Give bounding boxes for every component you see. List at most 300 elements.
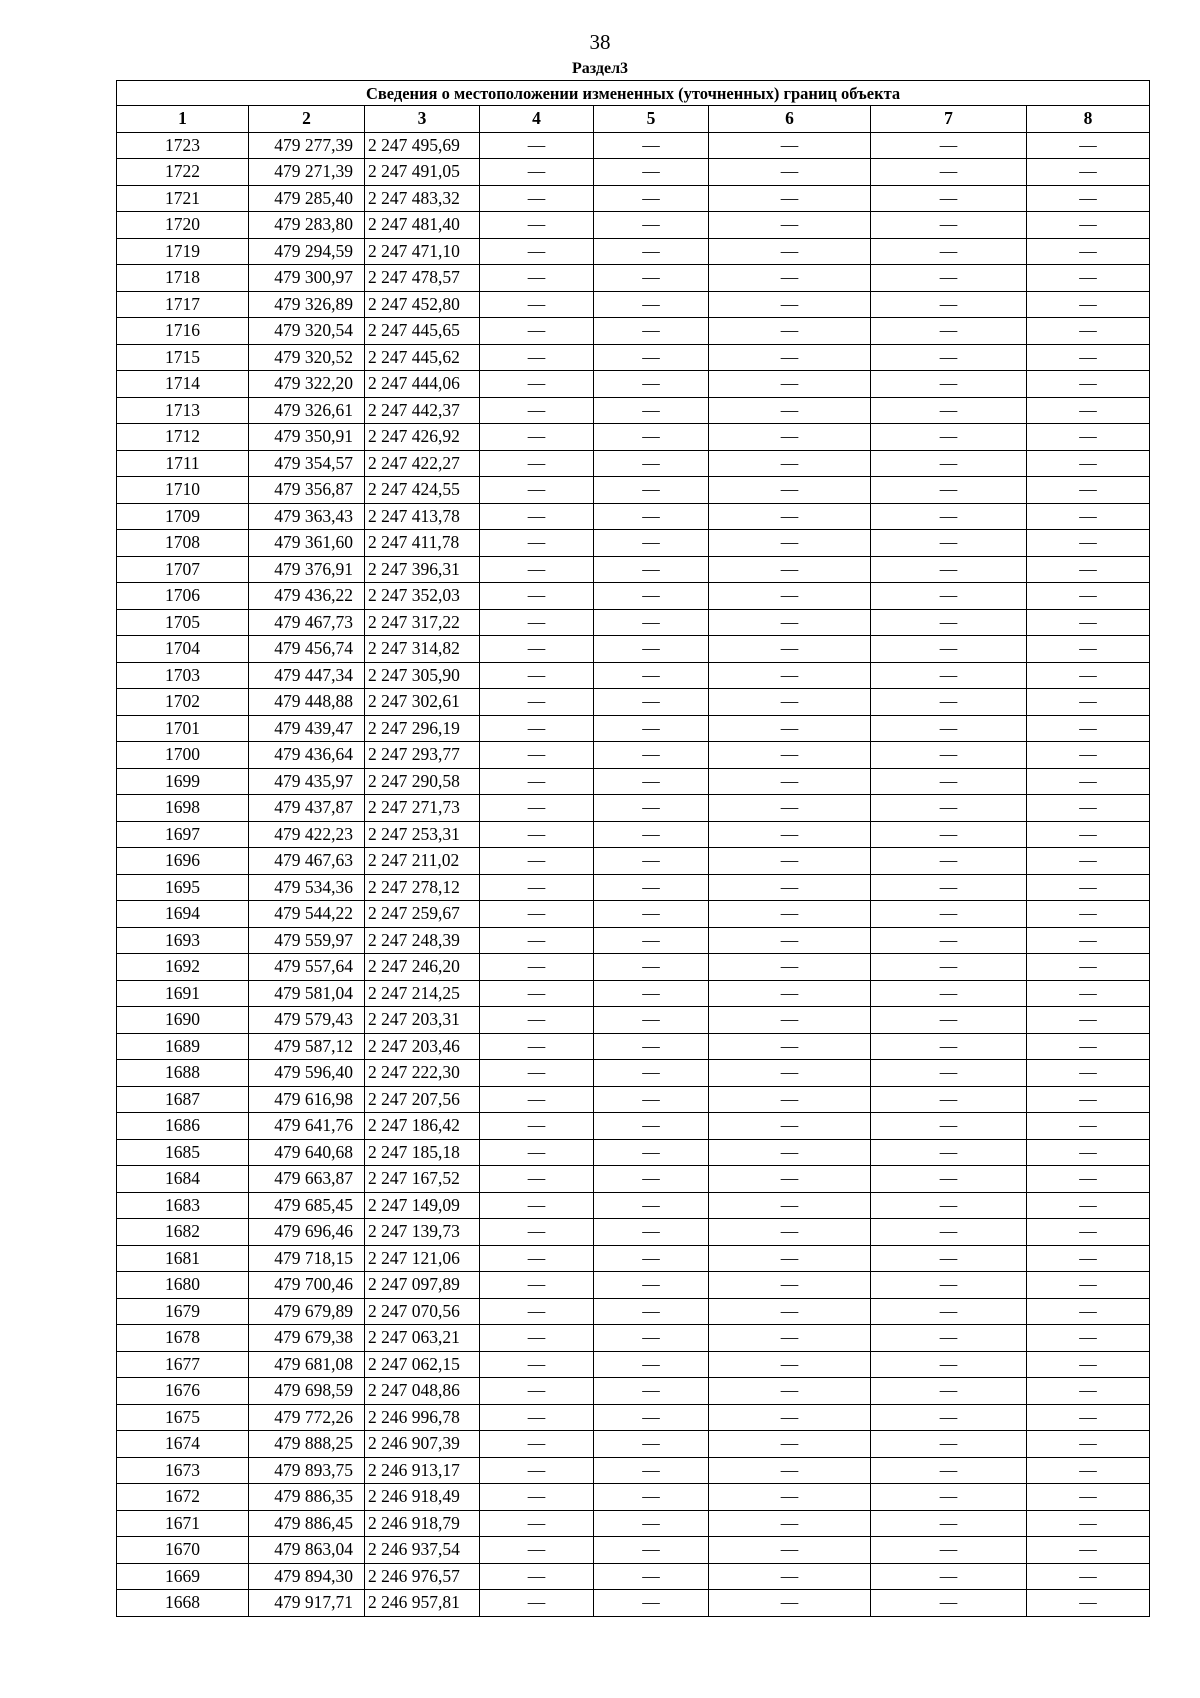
column-header-6: 6 — [709, 106, 871, 133]
y-coordinate-cell: 2 246 976,57 — [365, 1563, 480, 1590]
table-row — [117, 450, 1150, 477]
column-header-5: 5 — [594, 106, 709, 133]
x-coordinate-cell: 479 587,12 — [249, 1033, 365, 1060]
empty-mark-cell: — — [1027, 1351, 1150, 1378]
empty-mark-cell: — — [480, 1139, 594, 1166]
empty-mark-cell: — — [709, 238, 871, 265]
empty-mark-cell: — — [1027, 1113, 1150, 1140]
empty-mark-cell: — — [709, 1404, 871, 1431]
point-number-cell: 1711 — [117, 450, 249, 477]
x-coordinate-cell: 479 700,46 — [249, 1272, 365, 1299]
empty-mark-cell: — — [871, 1192, 1027, 1219]
empty-mark-cell: — — [871, 1166, 1027, 1193]
y-coordinate-cell: 2 247 185,18 — [365, 1139, 480, 1166]
empty-mark-cell: — — [871, 185, 1027, 212]
empty-mark-cell: — — [1027, 159, 1150, 186]
point-number-cell: 1715 — [117, 344, 249, 371]
empty-mark-cell: — — [871, 768, 1027, 795]
empty-mark-cell: — — [1027, 1086, 1150, 1113]
x-coordinate-cell: 479 283,80 — [249, 212, 365, 239]
table-row — [117, 291, 1150, 318]
empty-mark-cell: — — [480, 1166, 594, 1193]
y-coordinate-cell: 2 247 495,69 — [365, 132, 480, 159]
empty-mark-cell: — — [594, 1166, 709, 1193]
empty-mark-cell: — — [594, 662, 709, 689]
x-coordinate-cell: 479 557,64 — [249, 954, 365, 981]
table-row — [117, 159, 1150, 186]
y-coordinate-cell: 2 247 278,12 — [365, 874, 480, 901]
x-coordinate-cell: 479 350,91 — [249, 424, 365, 451]
empty-mark-cell: — — [709, 450, 871, 477]
table-row — [117, 556, 1150, 583]
table-row — [117, 1086, 1150, 1113]
x-coordinate-cell: 479 559,97 — [249, 927, 365, 954]
empty-mark-cell: — — [480, 318, 594, 345]
empty-mark-cell: — — [594, 1219, 709, 1246]
empty-mark-cell: — — [709, 1219, 871, 1246]
empty-mark-cell: — — [480, 795, 594, 822]
empty-mark-cell: — — [594, 1272, 709, 1299]
empty-mark-cell: — — [594, 265, 709, 292]
empty-mark-cell: — — [709, 874, 871, 901]
empty-mark-cell: — — [871, 1510, 1027, 1537]
table-row — [117, 238, 1150, 265]
empty-mark-cell: — — [709, 1563, 871, 1590]
empty-mark-cell: — — [709, 424, 871, 451]
empty-mark-cell: — — [1027, 1404, 1150, 1431]
point-number-cell: 1717 — [117, 291, 249, 318]
empty-mark-cell: — — [1027, 927, 1150, 954]
y-coordinate-cell: 2 247 481,40 — [365, 212, 480, 239]
table-row — [117, 1563, 1150, 1590]
empty-mark-cell: — — [480, 689, 594, 716]
x-coordinate-cell: 479 467,73 — [249, 609, 365, 636]
empty-mark-cell: — — [871, 1404, 1027, 1431]
empty-mark-cell: — — [871, 742, 1027, 769]
empty-mark-cell: — — [594, 874, 709, 901]
empty-mark-cell: — — [871, 1351, 1027, 1378]
empty-mark-cell: — — [871, 954, 1027, 981]
empty-mark-cell: — — [1027, 371, 1150, 398]
empty-mark-cell: — — [594, 1590, 709, 1617]
x-coordinate-cell: 479 422,23 — [249, 821, 365, 848]
point-number-cell: 1690 — [117, 1007, 249, 1034]
empty-mark-cell: — — [871, 1219, 1027, 1246]
empty-mark-cell: — — [594, 371, 709, 398]
empty-mark-cell: — — [594, 1537, 709, 1564]
empty-mark-cell: — — [594, 238, 709, 265]
empty-mark-cell: — — [871, 1537, 1027, 1564]
empty-mark-cell: — — [480, 159, 594, 186]
y-coordinate-cell: 2 247 317,22 — [365, 609, 480, 636]
empty-mark-cell: — — [1027, 477, 1150, 504]
empty-mark-cell: — — [709, 1007, 871, 1034]
x-coordinate-cell: 479 320,52 — [249, 344, 365, 371]
y-coordinate-cell: 2 247 070,56 — [365, 1298, 480, 1325]
point-number-cell: 1670 — [117, 1537, 249, 1564]
point-number-cell: 1706 — [117, 583, 249, 610]
empty-mark-cell: — — [594, 1457, 709, 1484]
table-row — [117, 821, 1150, 848]
column-header-2: 2 — [249, 106, 365, 133]
x-coordinate-cell: 479 894,30 — [249, 1563, 365, 1590]
empty-mark-cell: — — [594, 1484, 709, 1511]
x-coordinate-cell: 479 641,76 — [249, 1113, 365, 1140]
empty-mark-cell: — — [480, 1484, 594, 1511]
empty-mark-cell: — — [709, 344, 871, 371]
y-coordinate-cell: 2 247 207,56 — [365, 1086, 480, 1113]
empty-mark-cell: — — [709, 397, 871, 424]
table-row — [117, 212, 1150, 239]
empty-mark-cell: — — [594, 1139, 709, 1166]
table-row — [117, 662, 1150, 689]
y-coordinate-cell: 2 247 097,89 — [365, 1272, 480, 1299]
empty-mark-cell: — — [594, 715, 709, 742]
empty-mark-cell: — — [871, 424, 1027, 451]
empty-mark-cell: — — [594, 1378, 709, 1405]
empty-mark-cell: — — [594, 1245, 709, 1272]
empty-mark-cell: — — [871, 291, 1027, 318]
x-coordinate-cell: 479 681,08 — [249, 1351, 365, 1378]
point-number-cell: 1709 — [117, 503, 249, 530]
table-body — [117, 132, 1150, 1616]
empty-mark-cell: — — [480, 742, 594, 769]
y-coordinate-cell: 2 247 203,31 — [365, 1007, 480, 1034]
empty-mark-cell: — — [480, 1272, 594, 1299]
empty-mark-cell: — — [871, 821, 1027, 848]
empty-mark-cell: — — [709, 318, 871, 345]
y-coordinate-cell: 2 247 211,02 — [365, 848, 480, 875]
empty-mark-cell: — — [871, 636, 1027, 663]
empty-mark-cell: — — [594, 1033, 709, 1060]
empty-mark-cell: — — [1027, 1272, 1150, 1299]
empty-mark-cell: — — [480, 530, 594, 557]
point-number-cell: 1701 — [117, 715, 249, 742]
x-coordinate-cell: 479 888,25 — [249, 1431, 365, 1458]
empty-mark-cell: — — [871, 503, 1027, 530]
empty-mark-cell: — — [594, 503, 709, 530]
y-coordinate-cell: 2 247 290,58 — [365, 768, 480, 795]
point-number-cell: 1679 — [117, 1298, 249, 1325]
y-coordinate-cell: 2 247 121,06 — [365, 1245, 480, 1272]
empty-mark-cell: — — [480, 397, 594, 424]
empty-mark-cell: — — [1027, 1219, 1150, 1246]
y-coordinate-cell: 2 247 396,31 — [365, 556, 480, 583]
table-row — [117, 397, 1150, 424]
x-coordinate-cell: 479 439,47 — [249, 715, 365, 742]
x-coordinate-cell: 479 596,40 — [249, 1060, 365, 1087]
empty-mark-cell: — — [480, 344, 594, 371]
empty-mark-cell: — — [871, 1325, 1027, 1352]
empty-mark-cell: — — [594, 212, 709, 239]
empty-mark-cell: — — [709, 848, 871, 875]
empty-mark-cell: — — [594, 821, 709, 848]
empty-mark-cell: — — [871, 530, 1027, 557]
empty-mark-cell: — — [1027, 1166, 1150, 1193]
empty-mark-cell: — — [871, 689, 1027, 716]
point-number-cell: 1700 — [117, 742, 249, 769]
empty-mark-cell: — — [709, 583, 871, 610]
empty-mark-cell: — — [480, 1245, 594, 1272]
empty-mark-cell: — — [594, 954, 709, 981]
empty-mark-cell: — — [709, 1033, 871, 1060]
empty-mark-cell: — — [709, 689, 871, 716]
empty-mark-cell: — — [1027, 344, 1150, 371]
empty-mark-cell: — — [709, 477, 871, 504]
point-number-cell: 1689 — [117, 1033, 249, 1060]
empty-mark-cell: — — [480, 1219, 594, 1246]
point-number-cell: 1683 — [117, 1192, 249, 1219]
empty-mark-cell: — — [871, 874, 1027, 901]
table-row — [117, 1272, 1150, 1299]
empty-mark-cell: — — [594, 1351, 709, 1378]
empty-mark-cell: — — [1027, 768, 1150, 795]
empty-mark-cell: — — [480, 821, 594, 848]
empty-mark-cell: — — [709, 1166, 871, 1193]
empty-mark-cell: — — [1027, 291, 1150, 318]
empty-mark-cell: — — [871, 715, 1027, 742]
x-coordinate-cell: 479 294,59 — [249, 238, 365, 265]
y-coordinate-cell: 2 247 352,03 — [365, 583, 480, 610]
empty-mark-cell: — — [1027, 689, 1150, 716]
point-number-cell: 1712 — [117, 424, 249, 451]
table-row — [117, 1431, 1150, 1458]
empty-mark-cell: — — [871, 901, 1027, 928]
empty-mark-cell: — — [480, 1298, 594, 1325]
empty-mark-cell: — — [594, 768, 709, 795]
empty-mark-cell: — — [1027, 980, 1150, 1007]
empty-mark-cell: — — [480, 1033, 594, 1060]
empty-mark-cell: — — [709, 901, 871, 928]
empty-mark-cell: — — [480, 1007, 594, 1034]
table-row — [117, 848, 1150, 875]
empty-mark-cell: — — [709, 980, 871, 1007]
empty-mark-cell: — — [480, 1537, 594, 1564]
empty-mark-cell: — — [480, 583, 594, 610]
empty-mark-cell: — — [709, 185, 871, 212]
empty-mark-cell: — — [709, 291, 871, 318]
empty-mark-cell: — — [871, 1086, 1027, 1113]
table-row — [117, 1219, 1150, 1246]
y-coordinate-cell: 2 247 491,05 — [365, 159, 480, 186]
table-row — [117, 344, 1150, 371]
point-number-cell: 1704 — [117, 636, 249, 663]
empty-mark-cell: — — [871, 397, 1027, 424]
empty-mark-cell: — — [709, 1060, 871, 1087]
empty-mark-cell: — — [709, 371, 871, 398]
table-row — [117, 1351, 1150, 1378]
empty-mark-cell: — — [1027, 1484, 1150, 1511]
empty-mark-cell: — — [709, 1086, 871, 1113]
empty-mark-cell: — — [871, 318, 1027, 345]
x-coordinate-cell: 479 616,98 — [249, 1086, 365, 1113]
point-number-cell: 1699 — [117, 768, 249, 795]
empty-mark-cell: — — [709, 636, 871, 663]
table-row — [117, 1537, 1150, 1564]
x-coordinate-cell: 479 326,61 — [249, 397, 365, 424]
empty-mark-cell: — — [709, 1431, 871, 1458]
empty-mark-cell: — — [594, 901, 709, 928]
empty-mark-cell: — — [480, 1457, 594, 1484]
x-coordinate-cell: 479 447,34 — [249, 662, 365, 689]
empty-mark-cell: — — [871, 556, 1027, 583]
point-number-cell: 1675 — [117, 1404, 249, 1431]
empty-mark-cell: — — [709, 1245, 871, 1272]
table-row — [117, 874, 1150, 901]
x-coordinate-cell: 479 300,97 — [249, 265, 365, 292]
point-number-cell: 1705 — [117, 609, 249, 636]
x-coordinate-cell: 479 886,45 — [249, 1510, 365, 1537]
x-coordinate-cell: 479 376,91 — [249, 556, 365, 583]
empty-mark-cell: — — [871, 1033, 1027, 1060]
table-row — [117, 609, 1150, 636]
table-row — [117, 1378, 1150, 1405]
empty-mark-cell: — — [1027, 1245, 1150, 1272]
point-number-cell: 1698 — [117, 795, 249, 822]
empty-mark-cell: — — [1027, 901, 1150, 928]
empty-mark-cell: — — [1027, 265, 1150, 292]
empty-mark-cell: — — [1027, 715, 1150, 742]
x-coordinate-cell: 479 285,40 — [249, 185, 365, 212]
point-number-cell: 1692 — [117, 954, 249, 981]
x-coordinate-cell: 479 640,68 — [249, 1139, 365, 1166]
point-number-cell: 1721 — [117, 185, 249, 212]
empty-mark-cell: — — [480, 1510, 594, 1537]
y-coordinate-cell: 2 247 445,65 — [365, 318, 480, 345]
empty-mark-cell: — — [1027, 212, 1150, 239]
empty-mark-cell: — — [709, 768, 871, 795]
empty-mark-cell: — — [709, 795, 871, 822]
table-row — [117, 477, 1150, 504]
y-coordinate-cell: 2 247 483,32 — [365, 185, 480, 212]
point-number-cell: 1681 — [117, 1245, 249, 1272]
empty-mark-cell: — — [594, 159, 709, 186]
empty-mark-cell: — — [1027, 424, 1150, 451]
empty-mark-cell: — — [594, 291, 709, 318]
empty-mark-cell: — — [480, 291, 594, 318]
empty-mark-cell: — — [480, 901, 594, 928]
y-coordinate-cell: 2 247 063,21 — [365, 1325, 480, 1352]
empty-mark-cell: — — [1027, 556, 1150, 583]
column-header-7: 7 — [871, 106, 1027, 133]
table-row — [117, 1245, 1150, 1272]
y-coordinate-cell: 2 246 918,49 — [365, 1484, 480, 1511]
table-row — [117, 583, 1150, 610]
empty-mark-cell: — — [1027, 1192, 1150, 1219]
empty-mark-cell: — — [709, 1457, 871, 1484]
y-coordinate-cell: 2 247 471,10 — [365, 238, 480, 265]
y-coordinate-cell: 2 247 413,78 — [365, 503, 480, 530]
y-coordinate-cell: 2 247 214,25 — [365, 980, 480, 1007]
table-row — [117, 1192, 1150, 1219]
point-number-cell: 1716 — [117, 318, 249, 345]
empty-mark-cell: — — [1027, 1378, 1150, 1405]
y-coordinate-cell: 2 247 314,82 — [365, 636, 480, 663]
empty-mark-cell: — — [480, 1590, 594, 1617]
empty-mark-cell: — — [1027, 503, 1150, 530]
x-coordinate-cell: 479 718,15 — [249, 1245, 365, 1272]
table-row — [117, 265, 1150, 292]
point-number-cell: 1722 — [117, 159, 249, 186]
y-coordinate-cell: 2 247 422,27 — [365, 450, 480, 477]
empty-mark-cell: — — [480, 556, 594, 583]
empty-mark-cell: — — [480, 1086, 594, 1113]
point-number-cell: 1720 — [117, 212, 249, 239]
x-coordinate-cell: 479 456,74 — [249, 636, 365, 663]
y-coordinate-cell: 2 247 302,61 — [365, 689, 480, 716]
empty-mark-cell: — — [871, 132, 1027, 159]
point-number-cell: 1695 — [117, 874, 249, 901]
empty-mark-cell: — — [709, 159, 871, 186]
coordinates-table — [116, 80, 1150, 1617]
empty-mark-cell: — — [1027, 1298, 1150, 1325]
x-coordinate-cell: 479 917,71 — [249, 1590, 365, 1617]
empty-mark-cell: — — [1027, 954, 1150, 981]
x-coordinate-cell: 479 354,57 — [249, 450, 365, 477]
empty-mark-cell: — — [594, 583, 709, 610]
y-coordinate-cell: 2 247 442,37 — [365, 397, 480, 424]
point-number-cell: 1693 — [117, 927, 249, 954]
table-row — [117, 795, 1150, 822]
empty-mark-cell: — — [480, 715, 594, 742]
empty-mark-cell: — — [709, 212, 871, 239]
empty-mark-cell: — — [480, 768, 594, 795]
empty-mark-cell: — — [594, 1325, 709, 1352]
empty-mark-cell: — — [1027, 397, 1150, 424]
y-coordinate-cell: 2 247 259,67 — [365, 901, 480, 928]
empty-mark-cell: — — [594, 450, 709, 477]
empty-mark-cell: — — [480, 1431, 594, 1458]
empty-mark-cell: — — [871, 371, 1027, 398]
empty-mark-cell: — — [480, 477, 594, 504]
empty-mark-cell: — — [480, 1325, 594, 1352]
y-coordinate-cell: 2 247 139,73 — [365, 1219, 480, 1246]
empty-mark-cell: — — [871, 1113, 1027, 1140]
point-number-cell: 1708 — [117, 530, 249, 557]
empty-mark-cell: — — [1027, 238, 1150, 265]
empty-mark-cell: — — [594, 1510, 709, 1537]
table-row — [117, 1404, 1150, 1431]
table-row — [117, 742, 1150, 769]
x-coordinate-cell: 479 696,46 — [249, 1219, 365, 1246]
x-coordinate-cell: 479 320,54 — [249, 318, 365, 345]
empty-mark-cell: — — [1027, 1590, 1150, 1617]
empty-mark-cell: — — [709, 927, 871, 954]
point-number-cell: 1677 — [117, 1351, 249, 1378]
empty-mark-cell: — — [1027, 874, 1150, 901]
empty-mark-cell: — — [709, 1325, 871, 1352]
empty-mark-cell: — — [594, 1298, 709, 1325]
point-number-cell: 1718 — [117, 265, 249, 292]
x-coordinate-cell: 479 448,88 — [249, 689, 365, 716]
empty-mark-cell: — — [480, 132, 594, 159]
table-row — [117, 927, 1150, 954]
empty-mark-cell: — — [480, 212, 594, 239]
empty-mark-cell: — — [594, 1404, 709, 1431]
empty-mark-cell: — — [1027, 795, 1150, 822]
empty-mark-cell: — — [871, 583, 1027, 610]
y-coordinate-cell: 2 247 305,90 — [365, 662, 480, 689]
y-coordinate-cell: 2 246 913,17 — [365, 1457, 480, 1484]
empty-mark-cell: — — [871, 477, 1027, 504]
empty-mark-cell: — — [1027, 1457, 1150, 1484]
empty-mark-cell: — — [709, 503, 871, 530]
table-row — [117, 424, 1150, 451]
x-coordinate-cell: 479 544,22 — [249, 901, 365, 928]
empty-mark-cell: — — [594, 318, 709, 345]
x-coordinate-cell: 479 326,89 — [249, 291, 365, 318]
point-number-cell: 1684 — [117, 1166, 249, 1193]
